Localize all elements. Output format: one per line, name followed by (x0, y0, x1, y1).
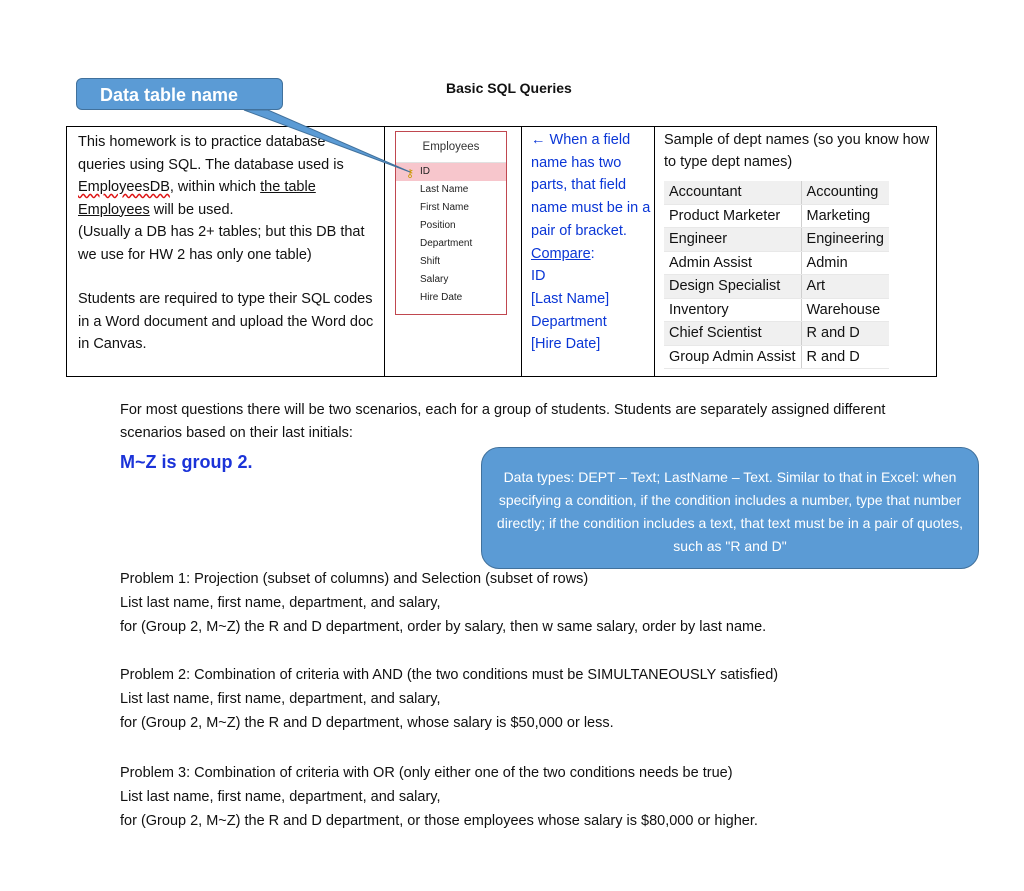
db-name: EmployeesDB (78, 179, 170, 195)
field-last-name: Last Name (420, 184, 469, 195)
employees-table-name: Employees (396, 132, 506, 163)
table-row: Design Specialist Art (664, 275, 889, 299)
table-row: Group Admin Assist R and D (664, 345, 889, 369)
problem-line: List last name, first name, department, and salary, (120, 691, 441, 707)
problem-title: Problem 3: Combination of criteria with OR (only either one of the two conditions needs be true) (120, 765, 733, 781)
table-row: Engineer Engineering (664, 228, 889, 252)
field-department: Department (420, 238, 473, 249)
example-field: [Last Name] (531, 290, 610, 307)
intro-text-c: will be used. (149, 201, 234, 218)
problem-2 (120, 663, 778, 735)
data-types-callout: Data types: DEPT – Text; LastName – Text. Similar to that in Excel: when specifying a condition, if the condition includes a number, type that number directly; if the condition includes a text, that text must be in a pair of quotes, such as "R and D" (481, 447, 979, 569)
field-position: Position (420, 220, 456, 231)
key-icon: ⚷ (406, 168, 415, 180)
page-title: Basic SQL Queries (446, 80, 572, 96)
problem-line: for (Group 2, M~Z) the R and D department, or those employees whose salary is $80,000 or higher. (120, 813, 758, 829)
intro-instructions: Students are required to type their SQL codes in a Word document and upload the Word doc in Canvas. (78, 291, 374, 352)
table-row: Product Marketer Marketing (664, 204, 889, 228)
field-shift: Shift (420, 256, 441, 267)
problem-title: Problem 1: Projection (subset of columns) and Selection (subset of rows) (120, 571, 589, 587)
problem-1 (120, 567, 766, 639)
problem-title: Problem 2: Combination of criteria with AND (the two conditions must be SIMULTANEOUSLY satisfied) (120, 667, 779, 683)
example-field: ID (531, 268, 546, 285)
dept-sample-heading: Sample of dept names (so you know how to type dept names) (664, 132, 930, 170)
field-hire-date: Hire Date (420, 292, 463, 303)
intro-text-b: , within which (169, 179, 261, 195)
field-id: ⚷ ID (396, 163, 506, 181)
table-row: Chief Scientist R and D (664, 322, 889, 346)
table-name-callout: Data table name (76, 78, 283, 110)
group-label: M~Z is group 2. (120, 452, 253, 472)
bracket-note-text: When a field name has two parts, that field name must be in a pair of bracket. (531, 132, 651, 239)
problem-3 (120, 761, 758, 833)
problem-line: List last name, first name, department, and salary, (120, 789, 441, 805)
problem-line: for (Group 2, M~Z) the R and D department, order by salary, then w same salary, order by last name. (120, 619, 767, 635)
scenario-text: For most questions there will be two scenarios, each for a group of students. Students are separately assigned different scenarios based on their last initials: (120, 402, 886, 441)
example-field: [Hire Date] (531, 336, 601, 353)
intro-note: (Usually a DB has 2+ tables; but this DB that we use for HW 2 has only one table) (78, 224, 365, 263)
table-row: Inventory Warehouse (664, 298, 889, 322)
intro-text-a: This homework is to practice database queries using SQL. The database used is (78, 134, 344, 173)
example-field: Department (531, 313, 607, 330)
field-salary: Salary (420, 274, 449, 285)
problem-line: for (Group 2, M~Z) the R and D department, whose salary is $50,000 or less. (120, 715, 614, 731)
table-row: Admin Assist Admin (664, 251, 889, 275)
field-first-name: First Name (420, 202, 469, 213)
left-arrow-icon: ← (531, 132, 546, 148)
table-name-text: the table Employees (78, 179, 316, 218)
table-row: Accountant Accounting (664, 181, 889, 204)
compare-label: Compare: (531, 245, 595, 262)
problem-line: List last name, first name, department, and salary, (120, 595, 441, 611)
